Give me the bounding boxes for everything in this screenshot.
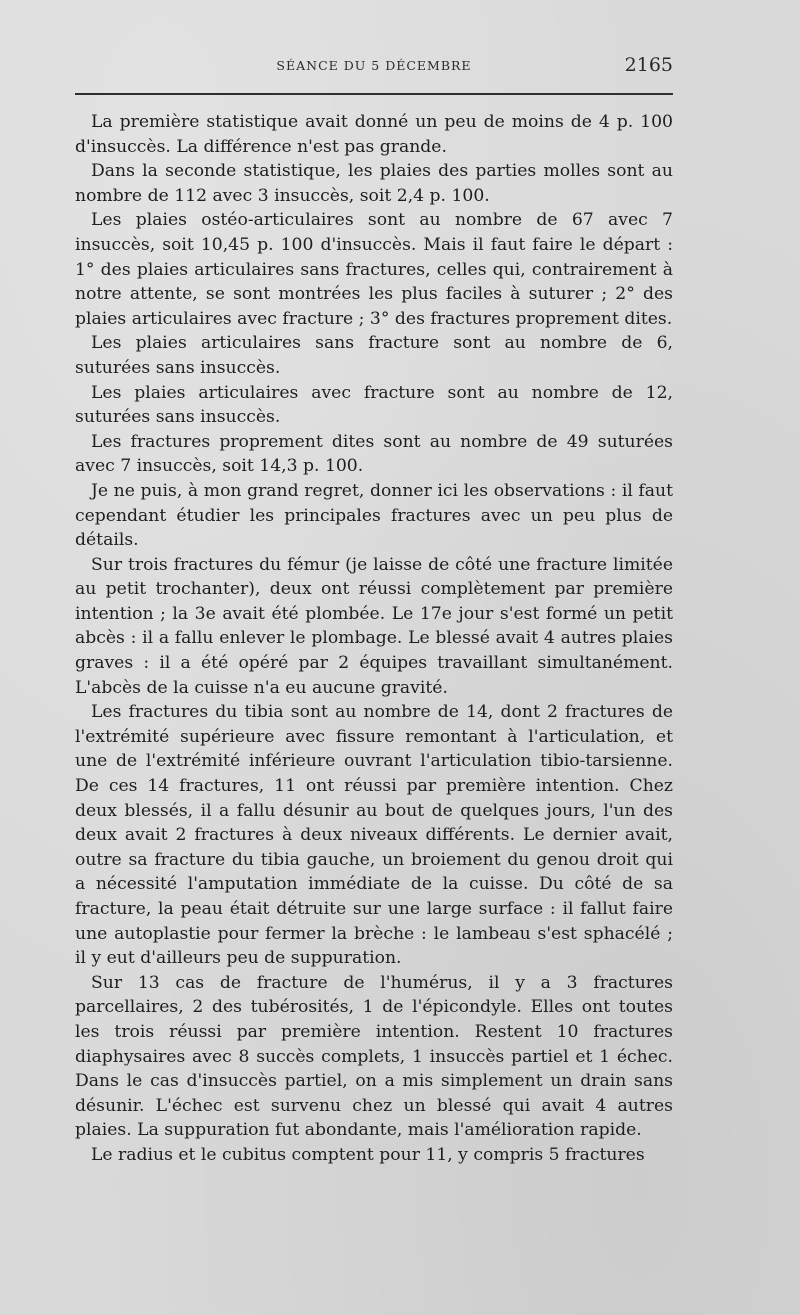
page-header (75, 56, 673, 82)
paragraph: La première statistique avait donné un peu de moins de 4 p. 100 d'insuccès. La différence n'est pas grande. (75, 112, 673, 157)
body-text (75, 110, 673, 1168)
paragraph: Dans la seconde statistique, les plaies des parties molles sont au nombre de 112 avec 3 insuccès, soit 2,4 p. 100. (75, 161, 673, 206)
paragraph: Sur trois fractures du fémur (je laisse de côté une fracture limitée au petit trochanter), deux ont réussi complètement par première intention ; la 3e avait été plombée. Le 17e jour s'est formé un petit abcès : il a fallu enlever le plombage. Le blessé avait 4 autres plaies graves : il a été opéré par 2 équipes travaillant simultanément. L'abcès de la cuisse n'a eu aucune gravité. (75, 554, 673, 698)
paragraph: Les fractures proprement dites sont au nombre de 49 suturées avec 7 insuccès, soit 14,3 p. 100. (75, 431, 673, 477)
paragraph: Les plaies articulaires sans fracture sont au nombre de 6, suturées sans insuccès. (75, 333, 673, 378)
paragraph: Sur 13 cas de fracture de l'humérus, il y a 3 fractures parcellaires, 2 des tubérosités, 1 de l'épicondyle. Elles ont toutes les trois réussi par première intention. Restent 10 fractures diaphysaires avec 8 succès complets, 1 insuccès partiel et 1 échec. Dans le cas d'insuccès partiel, on a mis simplement un drain sans désunir. L'échec est survenu chez un blessé qui avait 4 autres plaies. La suppuration fut abondante, mais l'amélioration rapide. (75, 972, 673, 1141)
paragraph: Les plaies articulaires avec fracture sont au nombre de 12, suturées sans insuccès. (75, 382, 673, 428)
paragraph: Je ne puis, à mon grand regret, donner ici les observations : il faut cependant étudier les principales fractures avec un peu plus de détails. (75, 480, 673, 551)
paragraph: Les fractures du tibia sont au nombre de 14, dont 2 fractures de l'extrémité supérieure avec fissure remontant à l'articulation, et une de l'extrémité inférieure ouvrant l'articulation tibio-tarsienne. De ces 14 fractures, 11 ont réussi par première intention. Chez deux blessés, il a fallu désunir au bout de quelques jours, l'un des deux avait 2 fractures à deux niveaux différents. Le dernier avait, outre sa fracture du tibia gauche, un broiement du genou droit qui a nécessité l'amputation immédiate de la cuisse. Du côté de sa fracture, la peau était détruite sur une large surface : il fallut faire une autoplastie pour fermer la brèche : le lambeau s'est sphacélé ; il y eut d'ailleurs peu de suppuration. (75, 702, 673, 969)
header-rule (75, 93, 673, 95)
running-head: SÉANCE DU 5 DÉCEMBRE (276, 58, 472, 73)
paragraph: Les plaies ostéo-articulaires sont au nombre de 67 avec 7 insuccès, soit 10,45 p. 100 d'insuccès. Mais il faut faire le départ : 1° des plaies articulaires sans fractures, celles qui, contrairement à notre attente, se sont montrées les plus faciles à suturer ; 2° des plaies articulaires avec fracture ; 3° des fractures proprement dites. (75, 210, 673, 329)
paragraph: Le radius et le cubitus comptent pour 11, y compris 5 fractures (91, 1144, 645, 1165)
page-number: 2165 (624, 54, 673, 76)
